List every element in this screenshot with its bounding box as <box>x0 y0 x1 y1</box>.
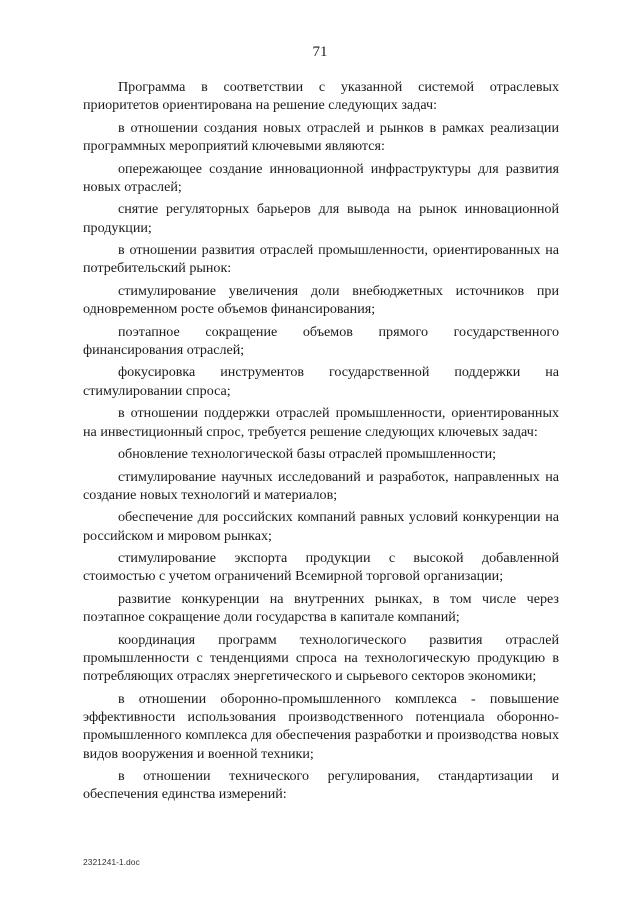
paragraph: опережающее создание инновационной инфраструктуры для развития новых отраслей; <box>83 160 559 195</box>
paragraph: стимулирование увеличения доли внебюджетных источников при одновременном росте объемов финансирования; <box>83 282 559 318</box>
paragraph: обеспечение для российских компаний равных условий конкуренции на российском и мировом рынках; <box>83 509 559 544</box>
paragraph: развитие конкуренции на внутренних рынках, в том числе через поэтапное сокращение доли государства в капитале компаний; <box>83 590 559 626</box>
paragraph: в отношении развития отраслей промышленности, ориентированных на потребительский рынок: <box>83 242 559 277</box>
paragraph: снятие регуляторных барьеров для вывода на рынок инновационной продукции; <box>83 201 559 236</box>
paragraph: в отношении технического регулирования, стандартизации и обеспечения единства измерений: <box>83 768 559 803</box>
document-body <box>83 78 559 808</box>
paragraph: в отношении поддержки отраслей промышленности, ориентированных на инвестиционный спрос, требуется решение следующих ключевых задач: <box>83 405 559 440</box>
paragraph: Программа в соответствии с указанной системой отраслевых приоритетов ориентирована на решение следующих задач: <box>83 79 559 114</box>
footer-filename: 2321241-1.doc <box>83 857 140 867</box>
page-number: 71 <box>312 44 328 60</box>
paragraph: в отношении создания новых отраслей и рынков в рамках реализации программных мероприятий ключевыми являются: <box>83 119 559 155</box>
paragraph: стимулирование научных исследований и разработок, направленных на создание новых технологий и материалов; <box>83 468 559 503</box>
paragraph: в отношении оборонно-промышленного комплекса - повышение эффективности использования производственного потенциала оборонно-промышленного комплекса для обеспечения разработки и производства новых видов вооружения и военной техники; <box>83 690 559 762</box>
paragraph: координация программ технологического развития отраслей промышленности с тенденциями спроса на технологическую продукцию в потребляющих отраслях энергетического и сырьевого секторов экономики; <box>83 631 559 685</box>
paragraph: фокусировка инструментов государственной поддержки на стимулировании спроса; <box>83 364 559 399</box>
paragraph: поэтапное сокращение объемов прямого государственного финансирования отраслей; <box>83 323 559 358</box>
paragraph: стимулирование экспорта продукции с высокой добавленной стоимостью с учетом ограничений Всемирной торговой организации; <box>83 550 559 585</box>
paragraph: обновление технологической базы отраслей промышленности; <box>118 446 497 463</box>
